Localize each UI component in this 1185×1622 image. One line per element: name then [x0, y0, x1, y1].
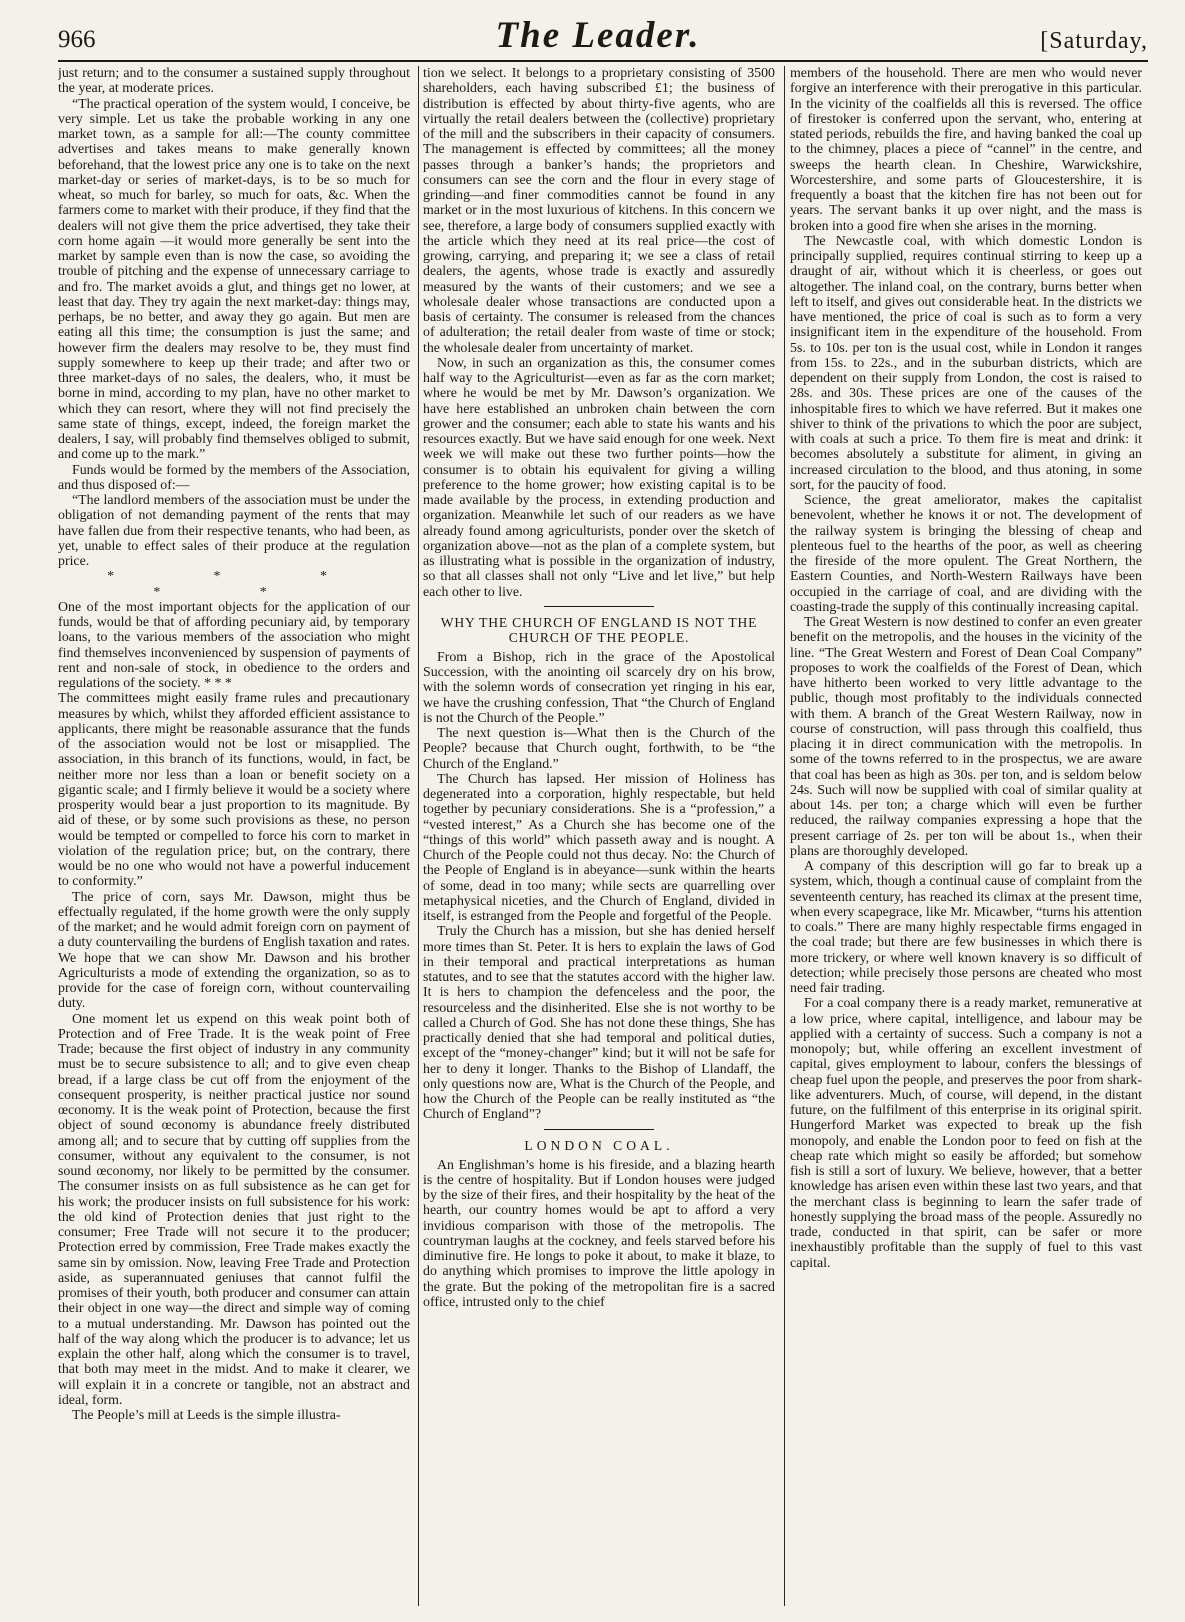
paragraph: The Church has lapsed. Her mission of Holiness has degenerated into a corporation, highly respectable, but held together by pecuniary considerations. She is a “profession,” a “vested interest,” As a Church she has become one of the “things of this world” which passeth away and is nought. A Church of the People could not thus decay. No: the Church of the People of England is in abeyance—sunk within the hearts of some, dead in too many; while sects are quarrelling over metaphysical niceties, and the Church of England, divided in itself, is estranged from the People and forgetful of the People. — [423, 771, 775, 924]
paragraph: From a Bishop, rich in the grace of the Apostolical Succession, with the anointing oil scarcely dry on his brow, with the solemn words of consecration yet ringing in his ear, we have the crushing confession, That “the Church of England is not the Church of the People.” — [423, 649, 775, 726]
paragraph: One moment let us expend on this weak point both of Protection and of Free Trade. It is the weak point of Free Trade; because the first object of industry in any community must be to secure subsistence to all; and to give even cheap bread, if a large class be cut off from the enjoyment of the consequent prosperity, is neither practical justice nor sound œconomy. It is the weak point of Protection, because the first object of sound œconomy is abundance freely distributed among all; and to secure that by cutting off supplies from the consumer, without any equivalent to the consumer, is not sound œconomy, nor likely to be permitted by the consumer. The consumer insists on as full subsistence as he can get for his work; the producer insists on full subsistence for his work: the old kind of Protection denies that just right to the consumer; Free Trade will not secure it to the producer; Protection erred by commission, Free Trade makes exactly the same sin by omission. Now, leaving Free Trade and Protection aside, as superannuated geniuses that cannot fulfil the promises of their youth, both producer and consumer can attain their object in one way—the direct and simple way of coming to a mutual understanding. Mr. Dawson has pointed out the half of the way along which the producer is to advance; let us explain the other half, along which the consumer is to travel, that both may meet in the midst. And to make it clearer, we will explain it in a concrete or tangible, not an abstract and ideal, form. — [58, 1011, 410, 1408]
paragraph: Funds would be formed by the members of the Association, and thus disposed of:— — [58, 462, 410, 493]
paragraph: The committees might easily frame rules and precautionary measures by which, whilst they afforded efficient assistance to applicants, there might be reasonable assurance that the funds of the association would not be lost or misapplied. The association, in this branch of its functions, would, in fact, be neither more nor less than a loan or benefit society on a gigantic scale; and I firmly believe it would be a society where prosperity would bear a just proportion to its magnitude. By aid of these, or by some such provisions as these, no person would be tempted or compelled to force his corn to market in violation of the regulation price; but, on the contrary, there would be no one who would not have a powerful inducement to conformity.” — [58, 691, 410, 890]
column-3 — [790, 66, 1142, 1606]
paragraph: The Great Western is now destined to confer an even greater benefit on the metropolis, and the houses in the vicinity of the line. “The Great Western and Forest of Dean Coal Company” proposes to work the coalfields of the Forest of Dean, which have hitherto been worked to very little advantage to the public, though most profitably to the individuals connected with them. A branch of the Great Western Railway, now in course of construction, will pass through this coalfield, thus placing it in direct communication with the metropolis. In some of the towns referred to in the prospectus, we are aware that coal has been as high as 30s. per ton, and is seldom below 24s. Such will now be supplied with coal of similar quality at about 14s. per ton; a charge which will even be further reduced, the railway companies expressing a hope that the present carriage of 2s. per ton will be about 1s., when their plans are thoroughly developed. — [790, 615, 1142, 859]
masthead — [48, 14, 1148, 60]
paragraph: An Englishman’s home is his fireside, and a blazing hearth is the centre of hospitality. But if London houses were judged by the size of their fires, and their hospitality by the heat of the hearth, our country homes would be apt to afford a very invidious comparison with those of the metropolis. The countryman laughs at the cockney, and feels starved before his diminutive fire. He longs to poke it about, to make it blaze, to do anything which promises to improve the little apology in the grate. But the poking of the metropolitan fire is a sacred office, intrusted only to the chief — [423, 1157, 775, 1310]
coal-headline: LONDON COAL. — [524, 1137, 674, 1153]
paragraph: The Newcastle coal, with which domestic London is principally supplied, requires continual stirring to keep up a draught of air, without which it is cheerless, or goes out altogether. The inland coal, on the contrary, burns better when left to itself, and gives out considerable heat. In the districts we have mentioned, the price of coal is such as to form a very insignificant item in the expenditure of the household. From 5s. to 10s. per ton is the usual cost, while in London it ranges from 15s. to 22s., and in the suburban districts, which are dependent on their supply from London, the cost is raised to 28s. and 30s. These prices are one of the causes of the inhospitable fires to which we have referred. But it makes one shiver to think of the privations to which the poor are subject, with coals at such a price. To them fire is meat and drink: it becomes absolutely a substitute for aliment, in giving an increased circulation to the blood, and thus atoning, in some sort, for the paucity of food. — [790, 233, 1142, 493]
paragraph: just return; and to the consumer a sustained supply throughout the year, at moderate prices. — [58, 66, 410, 97]
paragraph: Now, in such an organization as this, the consumer comes half way to the Agriculturist—even as far as the corn market; where he would be met by Mr. Dawson’s organization. We have here established an unbroken chain between the corn grower and the consumer; each able to state his wants and his resources exactly. But we have said enough for one week. Next week we will make out these two further points—how the consumer is to obtain his equivalent for giving a willing preference to the home grower; how existing capital is to be made available by the process, in extending production and organization. Meanwhile let such of our readers as we have already found among agriculturists, ponder over the sketch of organization above—not as the plan of a complete system, but as illustrating what is possible in the organization of industry, so that all classes shall not only “Live and let live,” but help each other to live. — [423, 355, 775, 600]
page-number: 966 — [58, 26, 96, 53]
paragraph: The People’s mill at Leeds is the simple illustra- — [72, 1408, 341, 1423]
column-2 — [423, 66, 775, 1606]
paragraph: Science, the great ameliorator, makes the capitalist benevolent, whether he knows it or not. The development of the railway system is bringing the blessing of cheap and plenteous fuel to the hearths of the poor, as well as cheering the fireside of the more opulent. The Great Northern, the Eastern Counties, and North-Western Railways have been occupied in the carriage of coal, and are dividing with the coasting-trade the supply of this continually increasing capital. — [790, 493, 1142, 615]
church-headline: WHY THE CHURCH OF ENGLAND IS NOT THE CHURCH OF THE PEOPLE. — [440, 614, 758, 645]
paragraph: Truly the Church has a mission, but she has denied herself more times than St. Peter. It is hers to explain the laws of God in their temporal and practical interpretations as human statutes, and to see that the statutes accord with the higher law. It is hers to champion the defenceless and the poor, the resourceless and the disinherited. Else she is not worthy to be called a Church of God. She has not done these things, She has practically denied that she had temporal and political duties, except of the “money-changer” kind; but it will not be safe for her to deny it longer. Thanks to the Bishop of Llandaff, the only questions now are, What is the Church of the People, and how the Church of the People can be really instituted as “the Church of England”? — [423, 924, 775, 1123]
column-divider — [784, 66, 785, 1606]
paragraph: The next question is—What then is the Church of the People? because that Church ought, forthwith, to be “the Church of the England.” — [423, 726, 775, 772]
column-1 — [58, 66, 410, 1606]
asterism: * * * * * — [107, 569, 375, 600]
paragraph: A company of this description will go far to break up a system, which, though a continual cause of complaint from the seventeenth century, has reached its climax at the present time, when every scapegrace, like Mr. Micawber, “turns his attention to coals.” There are many highly respectable firms engaged in the coal trade; but there are few businesses in which there is more trickery, or where well known knavery is so difficult of detection; while precisely those persons are cheated who most need fair trading. — [790, 859, 1142, 996]
paragraph: members of the household. There are men who would never forgive an interference with their prerogative in this particular. In the vicinity of the coalfields all this is reversed. The office of firestoker is conferred upon the servant, who, entering at stated periods, rebuilds the fire, and having banked the coal up to the chimney, places a piece of “cannel” in the centre, and sweeps the hearth clean. In Cheshire, Warwickshire, Worcestershire, and some parts of Gloucestershire, it is frequently a boast that the kitchen fire has not been out for years. The servant banks it up over night, and the mass is broken into a good fire when she arises in the morning. — [790, 66, 1142, 234]
issue-day: [Saturday, — [1040, 28, 1148, 54]
newspaper-title: The Leader. — [495, 15, 701, 56]
paragraph: The price of corn, says Mr. Dawson, might thus be effectually regulated, if the home growth were the only supply of the market; and he would admit foreign corn on payment of a duty countervailing the burdens of English taxation and rates. We hope that we can show Mr. Dawson and his brother Agriculturists a mode of extending the organization, so as to provide for the case of foreign corn, without countervailing duty. — [58, 889, 410, 1012]
paragraph: “The landlord members of the association must be under the obligation of not demanding payment of the rents that may have fallen due from their respective tenants, who had been, as yet, unable to effect sales of their produce at the regulation price. — [58, 493, 410, 569]
paragraph: tion we select. It belongs to a proprietary consisting of 3500 shareholders, each having subscribed £1; the business of distribution is effected by about thirty-five agents, who are virtually the retail dealers between the (collective) proprietary of the mill and the subscribers in their capacity of consumers. The management is effected by committees; all the money passes through a banker’s hands; the proprietors and consumers can see the corn and the flour in every stage of grinding—and finer commodities cannot be found in any market or in the most luxurious of kitchens. In this concern we see, therefore, a large body of consumers supplied exactly with the article which they need at its real price—the cost of growing, carrying, and preparing it; we see a class of retail dealers, the agents, whose trade is exactly and assuredly measured by the wants of their customers; and we see a wholesale dealer whose transactions are conducted upon a basis of certainty. The consumer is released from the chances of adulteration; the retail dealer from waste of time or stock; the wholesale dealer from uncertainty of market. — [423, 66, 775, 356]
column-divider — [418, 66, 419, 1606]
section-rule — [544, 1129, 654, 1130]
paragraph: “The practical operation of the system would, I conceive, be very simple. Let us take the probable working in any one market town, as a sample for all:—The county committee advertises and takes means to make generally known beforehand, that the lowest price any one is to take on the next market-day or series of market-days, is to be so much for wheat, so much for barley, so much for oats, &c. When the farmers come to market with their produce, if they find that the dealers will not give them the price advertised, they take their corn home again —it would more generally be sent into the market by sample even than is now the case, so avoiding the trouble of pitching and the expense of unnecessary carriage to and fro. The market avoids a glut, and things get no lower, at least that day. They try again the next market-day: things may, perhaps, be no better, and away they go again. But men are eating all this time; the consumption is just the same; and however firm the dealers may resolve to be, they must find supply somewhere to keep up their trade; and after two or three market-days of no sales, the dealers, who, it must be borne in mind, according to my plan, have no other market to which they can resort, where they will not find precisely the same state of things, except, indeed, the foreign market the dealers, I say, will probably find themselves obliged to submit, and come up to the mark.” — [58, 96, 410, 463]
section-rule — [544, 606, 654, 607]
header-rule — [58, 60, 1148, 62]
paragraph: One of the most important objects for the application of our funds, would be that of affording pecuniary aid, by temporary loans, to the various members of the association who might find themselves inconvenienced by suspension of payments of rent and non-sale of stock, in obedience to the orders and regulations of the society. * * * — [58, 599, 410, 691]
paragraph: For a coal company there is a ready market, remunerative at a low price, where capital, intelligence, and labour may be applied with a certainty of success. Such a company is not a monopoly; but, while offering an excellent investment of capital, gives employment to labour, confers the blessings of cheap fuel upon the people, and preserves the poor from shark-like adventurers. Much, of course, will depend, in the distant future, on the fulfilment of this enterprise in its original spirit. Hungerford Market was expected to break up the fish monopoly, and enable the London poor to feed on fish at the cheap rate which might so easily be afforded; but somehow fish is still a sort of luxury. We believe, however, that a better knowledge has arisen even within these last two years, and that the merchant class is beginning to learn the safer trade of honestly supplying the broad mass of the people. Assuredly no trade, conducted in that spirit, can be safer or more inexhaustibly profitable than the supply of fuel to this vast capital. — [790, 996, 1142, 1271]
